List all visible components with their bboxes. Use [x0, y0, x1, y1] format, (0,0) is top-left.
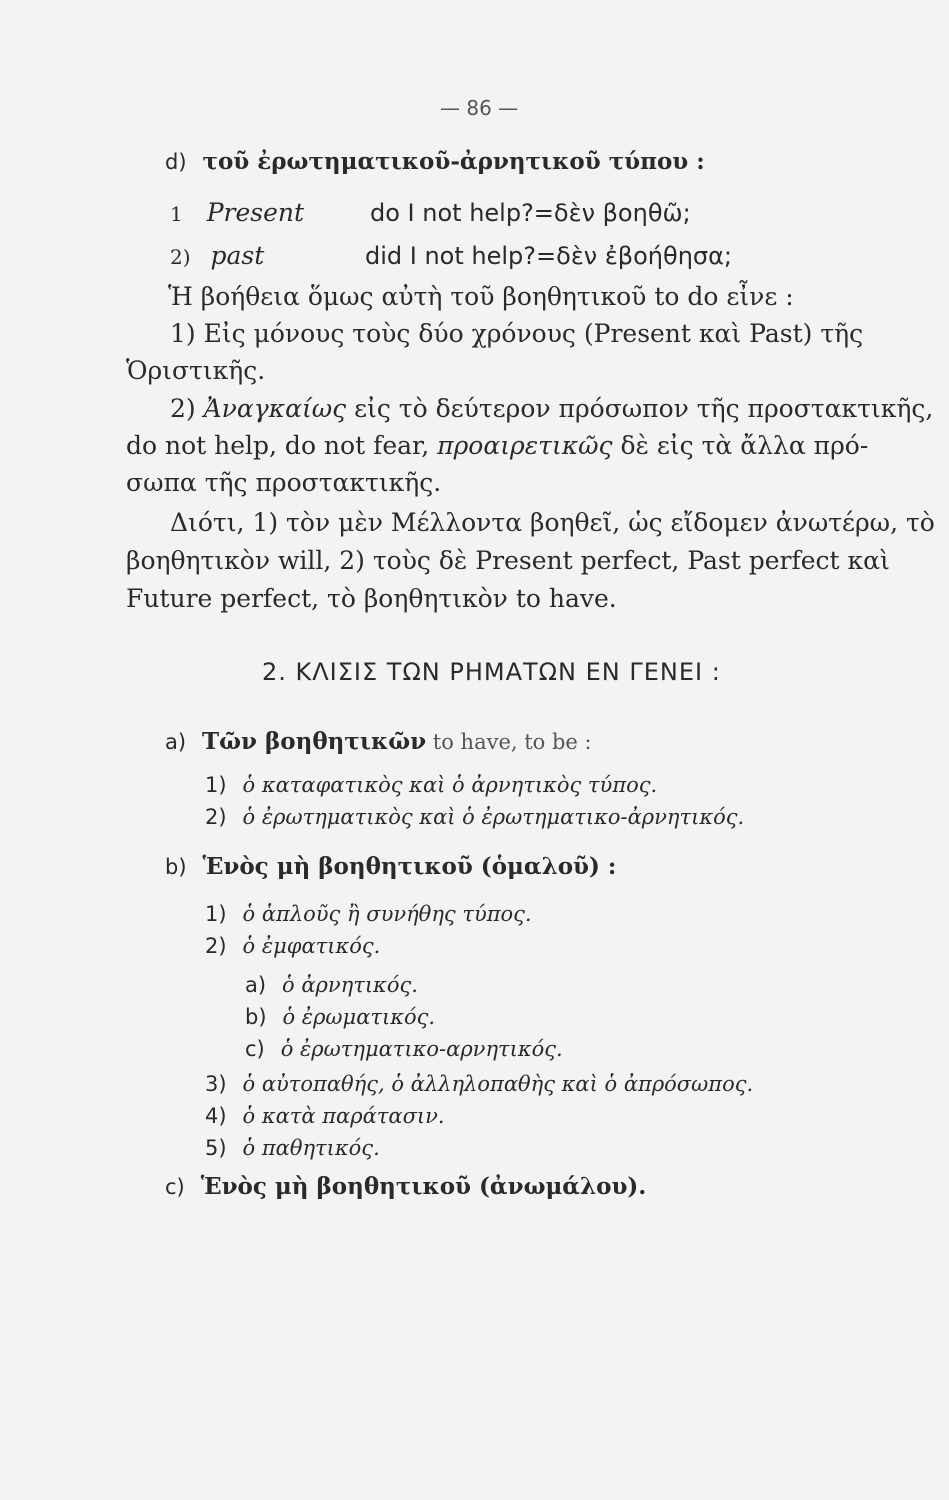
example-row [170, 240, 264, 273]
section-b-title: Ἑνὸς μὴ βοηθητικοῦ (ὁμαλοῦ) : [202, 853, 617, 880]
item-text: ὁ ἀρνητικός. [282, 973, 418, 997]
item-number: 2) [205, 934, 227, 958]
item-text: ὁ ἐρωτηματικο-αρνητικός. [280, 1037, 563, 1061]
list-item [205, 800, 744, 833]
section-c-heading [165, 1170, 646, 1203]
list-item [205, 1099, 445, 1132]
paragraph-fragment: εἰς τὸ δεύτερον πρόσωπον τῆς προστακτικῆς, [346, 394, 934, 423]
item-number: 1) [205, 773, 227, 797]
paragraph-line: Ἡ βοήθεια ὅμως αὐτὴ τοῦ βοηθητικοῦ to do εἶνε : [168, 282, 794, 311]
paragraph-fragment: do not help, do not fear, [126, 431, 438, 460]
section-a-rest: to have, to be : [426, 730, 592, 754]
item-text: ὁ καταφατικὸς καὶ ὁ ἀρνητικὸς τύπος. [242, 773, 658, 797]
item-number: 1) [205, 902, 227, 926]
section-c-title: Ἑνὸς μὴ βοηθητικοῦ (ἀνωμάλου). [200, 1173, 647, 1200]
section-a-heading [165, 725, 592, 758]
section-d-letter: d) [165, 150, 187, 174]
section-a-letter: a) [165, 730, 187, 754]
list-item [205, 1067, 753, 1100]
paragraph-line: Future perfect, τὸ βοηθητικὸν to have. [126, 584, 617, 613]
section-d-title: τοῦ ἐρωτηματικοῦ-ἀρνητικοῦ τύπου : [202, 148, 705, 175]
paragraph-fragment: 2) [170, 394, 204, 423]
item-letter: b) [245, 1005, 267, 1029]
item-text: ὁ ἐρωματικός. [282, 1005, 436, 1029]
list-item [205, 897, 532, 930]
row-number: 2) [170, 245, 191, 269]
example-row [170, 197, 304, 230]
item-text: ὁ αὐτοπαθής, ὁ ἀλληλοπαθὴς καὶ ὁ ἀπρόσωπος. [242, 1072, 754, 1096]
emphasis-word: προαιρετικῶς [437, 431, 613, 460]
emphasis-word: Ἀναγκαίως [203, 394, 347, 423]
section-b-heading [165, 850, 616, 883]
section-c-letter: c) [165, 1175, 185, 1199]
page-number: — 86 — [440, 96, 519, 120]
paragraph-line: βοηθητικὸν will, 2) τοὺς δὲ Present perfect, Past perfect καὶ [126, 546, 890, 575]
paragraph-line [126, 430, 868, 462]
item-text: ὁ παθητικός. [242, 1136, 380, 1160]
item-number: 5) [205, 1136, 227, 1160]
item-number: 2) [205, 805, 227, 829]
paragraph-fragment: δὲ εἰς τὰ ἄλλα πρό- [612, 431, 869, 460]
list-item [205, 929, 380, 962]
item-text: ὁ κατὰ παράτασιν. [242, 1104, 445, 1128]
list-subitem [245, 968, 418, 1001]
paragraph-line: σωπα τῆς προστακτικῆς. [126, 468, 442, 497]
item-text: ὁ ἐμφατικός. [242, 934, 381, 958]
section-b-letter: b) [165, 855, 187, 879]
item-letter: c) [245, 1037, 265, 1061]
list-subitem [245, 1032, 563, 1065]
paragraph-line: Ὁριστικῆς. [126, 356, 266, 385]
section-d-heading [165, 145, 705, 178]
item-number: 3) [205, 1072, 227, 1096]
list-item [205, 768, 657, 801]
row-number: 1 [170, 202, 183, 226]
section-a-title: Τῶν βοηθητικῶν [202, 728, 427, 755]
paragraph-line: Διότι, 1) τὸν μὲν Μέλλοντα βοηθεῖ, ὡς εἴδομεν ἀνωτέρω, τὸ [170, 508, 935, 537]
list-item [205, 1131, 380, 1164]
row-tense: Present [206, 198, 305, 227]
row-tense: past [210, 241, 265, 270]
row-example: do I not help?=δὲν βοηθῶ; [370, 199, 691, 227]
paragraph-line: 1) Εἰς μόνους τοὺς δύο χρόνους (Present καὶ Past) τῆς [170, 319, 864, 348]
item-text: ὁ ἁπλοῦς ἢ συνήθης τύπος. [242, 902, 532, 926]
paragraph-line [170, 393, 933, 425]
row-example: did I not help?=δὲν ἐβοήθησα; [365, 242, 733, 270]
item-letter: a) [245, 973, 267, 997]
item-text: ὁ ἐρωτηματικὸς καὶ ὁ ἐρωτηματικο-ἀρνητικός. [242, 805, 745, 829]
list-subitem [245, 1000, 435, 1033]
chapter-heading: 2. ΚΛΙΣΙΣ ΤΩΝ ΡΗΜΑΤΩΝ ΕΝ ΓΕΝΕΙ : [262, 658, 721, 686]
item-number: 4) [205, 1104, 227, 1128]
